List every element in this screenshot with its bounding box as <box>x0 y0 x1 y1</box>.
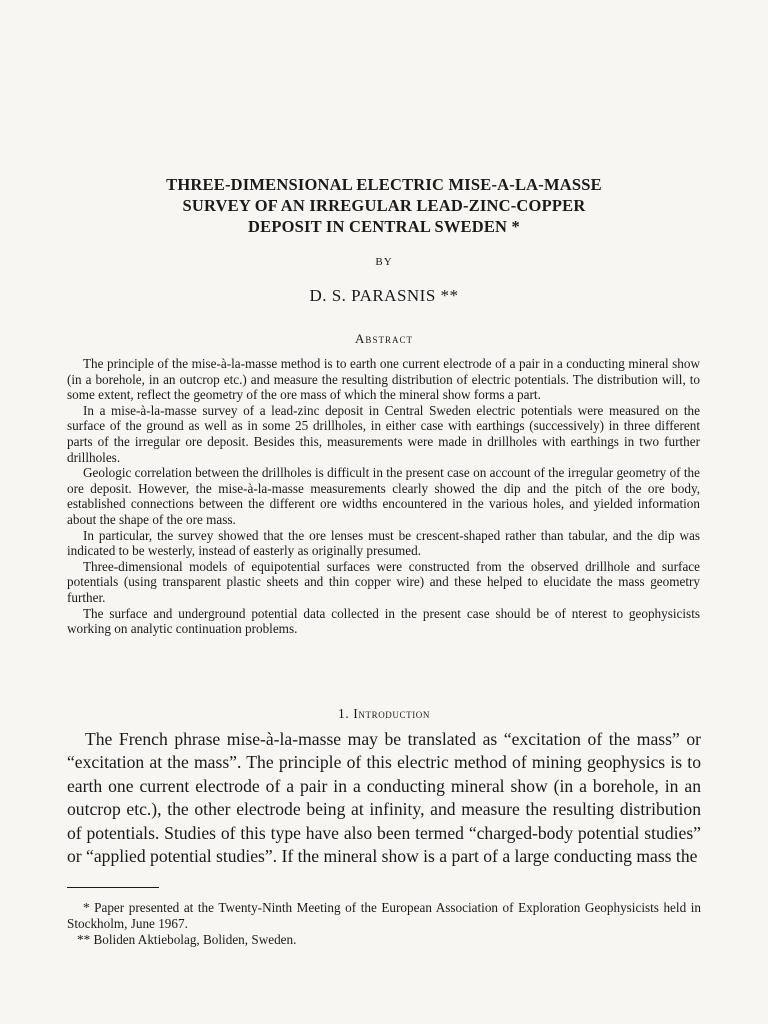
footnote-1: * Paper presented at the Twenty-Ninth Meeting of the European Association of Exploration Geophysicists held in Stockholm, June 1967. <box>67 900 701 931</box>
title-line-1: THREE-DIMENSIONAL ELECTRIC MISE-A-LA-MASSE <box>166 175 602 194</box>
introduction-body <box>67 728 701 868</box>
section-heading <box>0 706 768 722</box>
abstract-paragraph: In particular, the survey showed that the ore lenses must be crescent-shaped rather than tabular, and the dip was indicated to be westerly, instead of easterly as originally presumed. <box>67 527 700 559</box>
footnote-divider <box>67 887 159 888</box>
abstract-paragraph: In a mise-à-la-masse survey of a lead-zinc deposit in Central Sweden electric potentials were measured on the surface of the ground as well as in some 25 drillholes, in either case with earthings (successively) in three different parts of the irregular ore deposit. Besides this, measurements were made in drillholes with earthings in two further drillholes. <box>67 402 700 465</box>
author-name: D. S. PARASNIS ** <box>309 286 459 305</box>
section-number: 1. <box>337 706 350 721</box>
footnote-2: ** Boliden Aktiebolag, Boliden, Sweden. <box>77 932 297 947</box>
abstract-body <box>67 356 700 637</box>
title-line-3: DEPOSIT IN CENTRAL SWEDEN * <box>248 217 520 236</box>
abstract-paragraph: The surface and underground potential data collected in the present case should be of nterest to geophysicists working on analytic continuation problems. <box>67 605 700 637</box>
abstract-paragraph: Three-dimensional models of equipotential surfaces were constructed from the observed drillhole and surface potentials (using transparent plastic sheets and thin copper wire) and these helped to elucidate the mass geometry further. <box>67 558 700 605</box>
paper-title <box>100 174 668 237</box>
body-paragraph: The French phrase mise-à-la-masse may be translated as “excitation of the mass” or “excitation at the mass”. The principle of this electric method of mining geophysics is to earth one current electrode of a pair in a conducting mineral show (in a borehole, in an outcrop etc.), the other electrode being at infinity, and measure the resulting distribution of potentials. Studies of this type have also been termed “charged-body potential studies” or “applied potential studies”. If the mineral show is a part of a large conducting mass the <box>67 729 701 867</box>
section-title: Introduction <box>353 706 430 721</box>
abstract-heading: Abstract <box>355 331 413 346</box>
footnotes <box>67 900 701 948</box>
abstract-paragraph: Geologic correlation between the drillholes is difficult in the present case on account of the irregular geometry of the ore deposit. However, the mise-à-la-masse measurements clearly showed the dip and the pitch of the ore body, established connections between the different ore widths encountered in the various holes, and yielded information about the shape of the ore mass. <box>67 465 700 527</box>
abstract-paragraph: The principle of the mise-à-la-masse method is to earth one current electrode of a pair in a conducting mineral show (in a borehole, in an outcrop etc.) and measure the resulting distribution of electric potentials. The distribution will, to some extent, reflect the geometry of the ore mass of which the mineral show forms a part. <box>67 356 700 403</box>
title-line-2: SURVEY OF AN IRREGULAR LEAD-ZINC-COPPER <box>182 196 586 215</box>
byline-label: BY <box>375 256 393 268</box>
